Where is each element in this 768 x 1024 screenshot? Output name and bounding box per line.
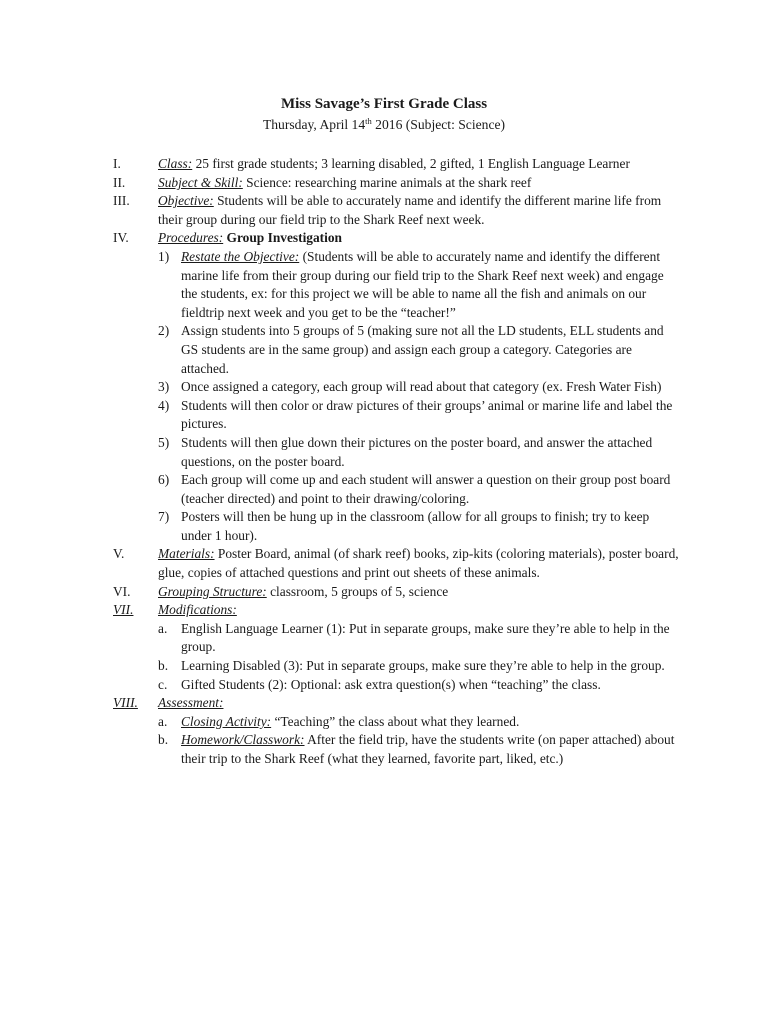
document-title: Miss Savage’s First Grade Class [280, 96, 488, 112]
item-text: Posters will then be hung up in the classroom (allow for all groups to finish; try to keep under 1 hour). [181, 509, 650, 543]
section-label: Subject & Skill: [158, 174, 243, 190]
list-marker: a. [158, 620, 168, 636]
item-text: Students will then glue down their pictures on the poster board, and answer the attached questions, on the poster board. [181, 434, 653, 469]
list-marker: c. [158, 676, 168, 692]
list-item [0, 471, 768, 508]
section-procedures [0, 229, 768, 248]
list-marker: b. [158, 732, 169, 748]
item-text: (Students will be able to accurately name and identify the different marine life from their group during our field trip to the Shark Reef next week) and engage the students, ex: for this project we will be able to name all the fish and animals on our fieldtrip next week and you get to be the “teacher!” [181, 248, 664, 320]
list-item [0, 322, 768, 378]
list-item [0, 397, 768, 434]
item-text: “Teaching” the class about what they learned. [271, 713, 520, 729]
item-label: Closing Activity: [181, 713, 272, 729]
section-assessment [0, 694, 768, 713]
item-text: Once assigned a category, each group will read about that category (ex. Fresh Water Fish) [181, 379, 662, 395]
section-grouping-structure [0, 583, 768, 602]
section-number: VI. [113, 583, 131, 599]
section-number: VII. [113, 602, 134, 618]
item-text: Students will then color or draw pictures of their groups’ animal or marine life and label the pictures. [181, 397, 673, 432]
section-modifications [0, 601, 768, 620]
section-class [0, 155, 768, 174]
list-marker: b. [158, 658, 169, 674]
item-text: After the field trip, have the students write (on paper attached) about their trip to the Shark Reef (what they learned, favorite part, liked, etc.) [181, 732, 675, 766]
section-number: I. [113, 156, 121, 171]
section-objective [0, 192, 768, 229]
section-number: V. [113, 546, 125, 562]
list-item [0, 620, 768, 657]
list-item [0, 676, 768, 695]
list-item [0, 731, 768, 768]
section-subject-skill [0, 174, 768, 193]
list-item [0, 508, 768, 545]
lesson-outline [0, 155, 768, 769]
section-label: Grouping Structure: [158, 583, 267, 599]
list-marker: 1) [158, 248, 170, 264]
list-item [0, 713, 768, 732]
item-label: Restate the Objective: [181, 248, 300, 264]
section-heading: Group Investigation [223, 230, 343, 246]
item-text: Assign students into 5 groups of 5 (making sure not all the LD students, ELL students and GS students are in the same group) and assign each group a category. Categories are attached. [181, 323, 664, 376]
section-text: Science: researching marine animals at the shark reef [242, 174, 532, 190]
item-label: Homework/Classwork: [181, 732, 305, 748]
list-item [0, 248, 768, 322]
section-label: Assessment: [158, 695, 224, 711]
section-label: Class: [158, 156, 193, 171]
list-marker: 2) [158, 323, 170, 339]
list-marker: 4) [158, 397, 170, 413]
list-marker: a. [158, 713, 168, 729]
section-label: Procedures: [158, 230, 224, 246]
list-marker: 7) [158, 509, 170, 525]
section-label: Materials: [158, 546, 215, 562]
section-text: Poster Board, animal (of shark reef) books, zip-kits (coloring materials), poster board, glue, copies of attached questions and print out sheets of these animals. [158, 546, 679, 581]
section-number: VIII. [113, 695, 138, 711]
list-item [0, 434, 768, 471]
section-text: 25 first grade students; 3 learning disabled, 2 gifted, 1 English Language Learner [192, 156, 630, 171]
list-marker: 6) [158, 472, 170, 488]
section-text: classroom, 5 groups of 5, science [266, 583, 449, 599]
section-number: IV. [113, 230, 129, 246]
section-number: III. [113, 193, 130, 209]
section-number: II. [113, 174, 126, 190]
section-materials [0, 545, 768, 582]
list-item [0, 378, 768, 397]
list-marker: 5) [158, 434, 170, 450]
list-item [0, 657, 768, 676]
list-marker: 3) [158, 379, 170, 395]
section-label: Modifications: [158, 602, 237, 618]
section-label: Objective: [158, 193, 214, 209]
item-text: English Language Learner (1): Put in separate groups, make sure they’re able to help in the group. [181, 620, 670, 655]
section-text: Students will be able to accurately name and identify the different marine life from their group during our field trip to the Shark Reef next week. [158, 193, 662, 227]
item-text: Each group will come up and each student will answer a question on their group post board (teacher directed) and point to their drawing/coloring. [181, 472, 671, 506]
document-date: Thursday, April 14th 2016 (Subject: Science) [262, 116, 506, 132]
item-text: Learning Disabled (3): Put in separate groups, make sure they’re able to help in the group. [181, 658, 665, 674]
item-text: Gifted Students (2): Optional: ask extra question(s) when “teaching” the class. [181, 676, 601, 692]
